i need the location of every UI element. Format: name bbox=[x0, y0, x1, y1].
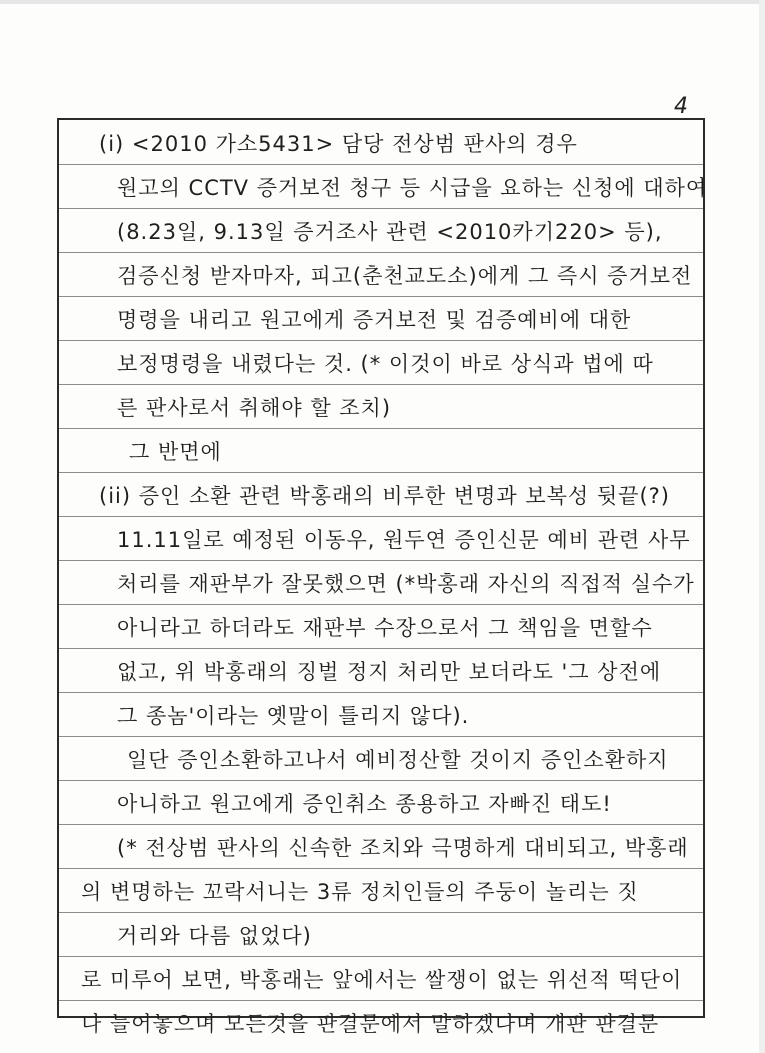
scan-edge-top bbox=[0, 0, 765, 4]
ruled-line bbox=[59, 340, 703, 341]
handwritten-line: 나 늘어놓으며 모든것을 판결문에서 말하겠다며 개판 판결문 bbox=[81, 1012, 660, 1036]
ruled-line bbox=[59, 824, 703, 825]
ruled-line bbox=[59, 164, 703, 165]
ruled-line bbox=[59, 780, 703, 781]
handwritten-line: 일단 증인소환하고나서 예비정산할 것이지 증인소환하지 bbox=[127, 748, 669, 772]
ruled-line bbox=[59, 1000, 703, 1001]
handwritten-line: 검증신청 받자마자, 피고(춘천교도소)에게 그 즉시 증거보전 bbox=[117, 264, 693, 288]
handwritten-line: 11.11일로 예정된 이동우, 원두연 증인신문 예비 관련 사무 bbox=[117, 528, 691, 552]
handwritten-line: 거리와 다름 없었다) bbox=[117, 924, 312, 948]
ruled-line bbox=[59, 516, 703, 517]
handwritten-line: 없고, 위 박홍래의 징벌 정지 처리만 보더라도 '그 상전에 bbox=[117, 660, 662, 684]
ruled-line bbox=[59, 604, 703, 605]
handwritten-line: 그 반면에 bbox=[129, 440, 222, 464]
ruled-line bbox=[59, 692, 703, 693]
ruled-frame bbox=[57, 118, 708, 1036]
handwritten-line: (8.23일, 9.13일 증거조사 관련 <2010카기220> 등), bbox=[117, 220, 663, 244]
handwritten-line: 아니라고 하더라도 재판부 수장으로서 그 책임을 면할수 bbox=[117, 616, 653, 640]
handwritten-line: 보정명령을 내렸다는 것. (* 이것이 바로 상식과 법에 따 bbox=[117, 352, 654, 376]
handwritten-line: 명령을 내리고 원고에게 증거보전 및 검증예비에 대한 bbox=[117, 308, 632, 332]
ruled-line bbox=[59, 296, 703, 297]
ruled-line bbox=[59, 736, 703, 737]
ruled-line bbox=[59, 912, 703, 913]
handwritten-line: 의 변명하는 꼬락서니는 3류 정치인들의 주둥이 놀리는 짓 bbox=[81, 880, 639, 904]
handwritten-line: 른 판사로서 취해야 할 조치) bbox=[117, 396, 392, 420]
handwritten-line: 원고의 CCTV 증거보전 청구 등 시급을 요하는 신청에 대하여 bbox=[117, 176, 708, 200]
ruled-line bbox=[59, 560, 703, 561]
ruled-line bbox=[59, 868, 703, 869]
ruled-line bbox=[59, 252, 703, 253]
ruled-line bbox=[59, 648, 703, 649]
handwritten-line: (* 전상범 판사의 신속한 조치와 극명하게 대비되고, 박홍래 bbox=[117, 836, 689, 860]
ruled-line bbox=[59, 956, 703, 957]
handwritten-line: 아니하고 원고에게 증인취소 종용하고 자빠진 태도! bbox=[117, 792, 612, 816]
page-number: 4 bbox=[674, 94, 688, 119]
handwritten-line: 로 미루어 보면, 박홍래는 앞에서는 쌀쟁이 없는 위선적 떡단이 bbox=[81, 968, 683, 992]
ruled-line bbox=[59, 428, 703, 429]
ruled-line bbox=[59, 384, 703, 385]
handwritten-line: (ii) 증인 소환 관련 박홍래의 비루한 변명과 보복성 뒷끝(?) bbox=[99, 484, 670, 508]
ruled-line bbox=[59, 208, 703, 209]
handwritten-line: 그 종놈'이라는 옛말이 틀리지 않다). bbox=[117, 704, 470, 728]
scan-edge-right bbox=[759, 0, 765, 1053]
ruled-line bbox=[59, 472, 703, 473]
handwritten-line: (i) <2010 가소5431> 담당 전상범 판사의 경우 bbox=[99, 132, 578, 156]
handwritten-line: 처리를 재판부가 잘못했으면 (*박홍래 자신의 직접적 실수가 bbox=[117, 572, 695, 596]
